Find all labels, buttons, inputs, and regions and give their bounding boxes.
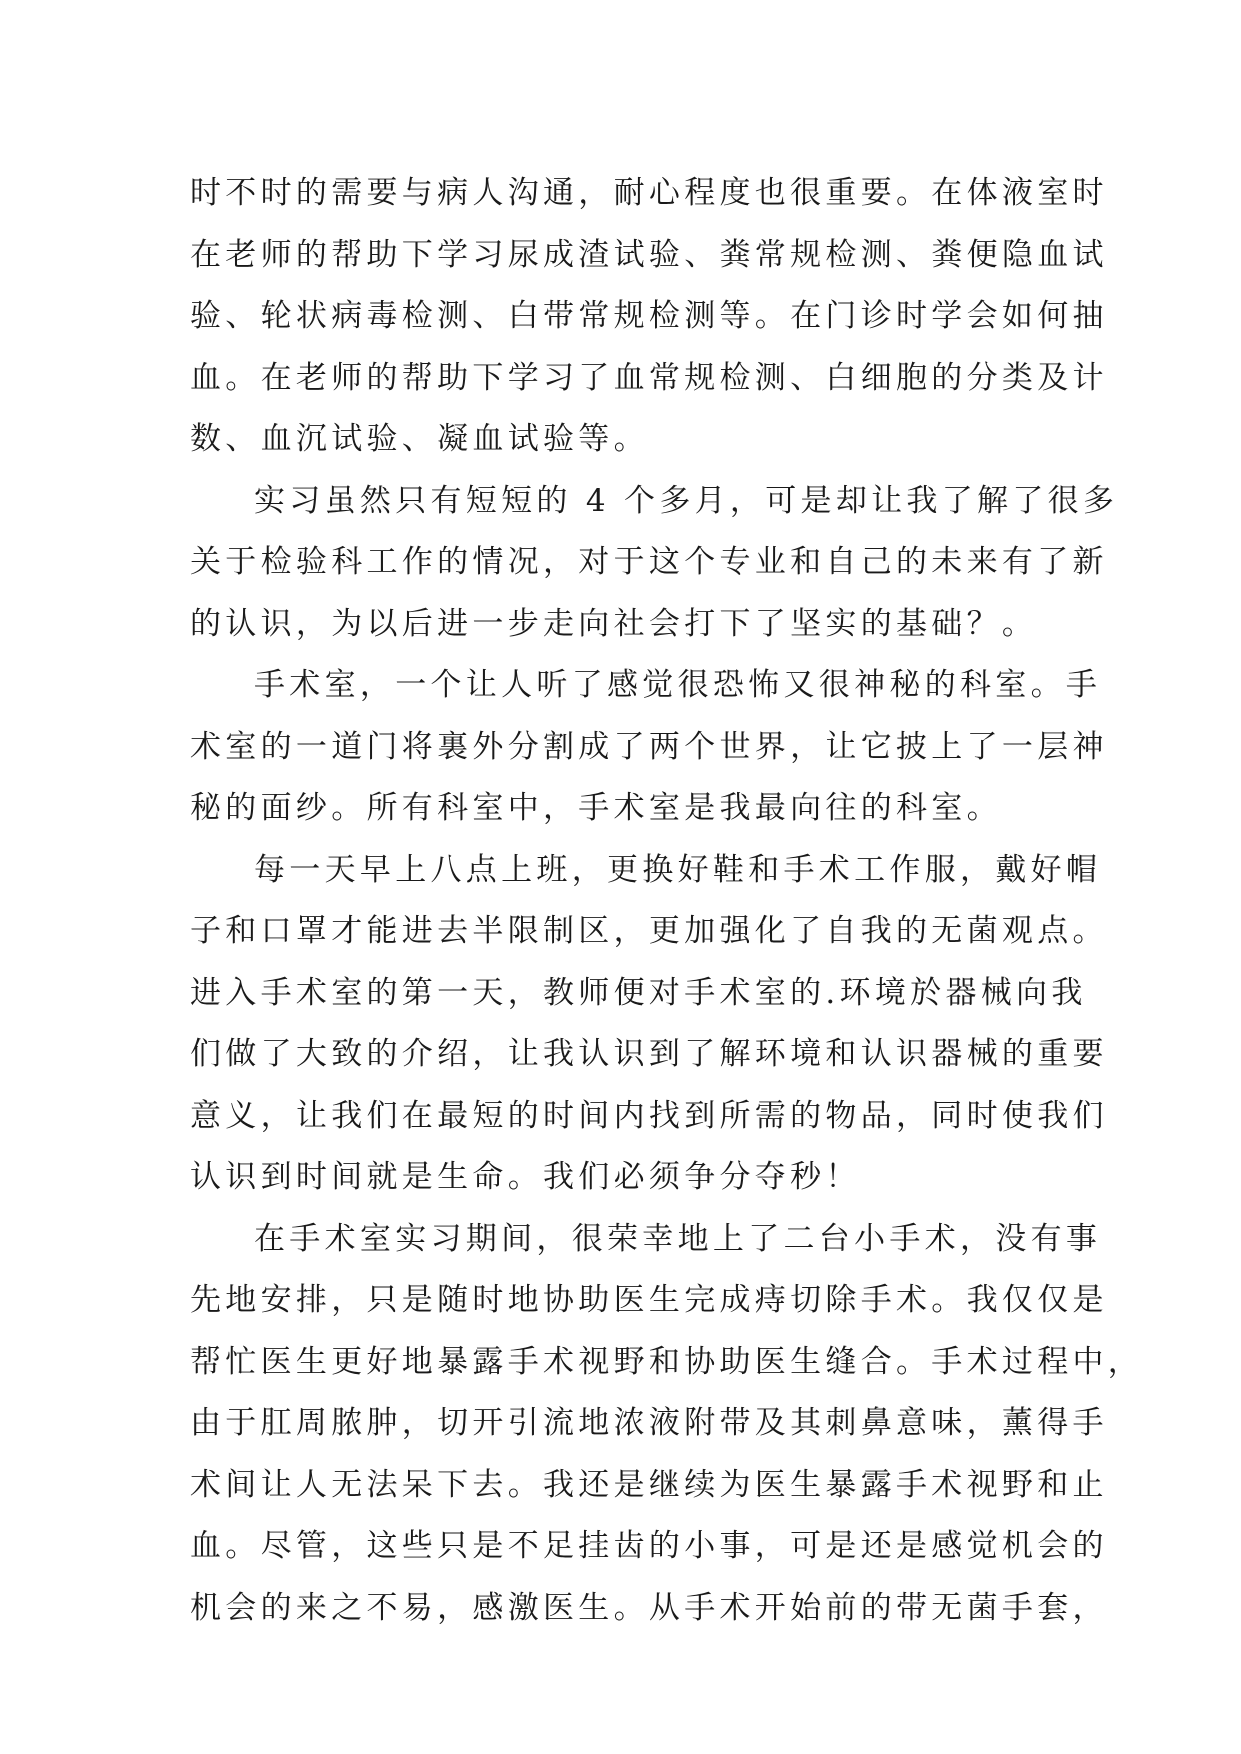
text-line: 子和口罩才能进去半限制区，更加强化了自我的无菌观点。 [190, 913, 1108, 949]
paragraph [190, 1209, 1144, 1640]
paragraph [190, 163, 1108, 471]
paragraph [190, 471, 1119, 656]
paragraph [190, 840, 1108, 1209]
text-line: 时不时的需要与病人沟通，耐心程度也很重要。在体液室时 [190, 175, 1108, 211]
text-line: 的认识，为以后进一步走向社会打下了坚实的基础？。 [190, 605, 1038, 642]
text-line: 在老师的帮助下学习尿成渣试验、粪常规检测、粪便隐血试 [190, 236, 1108, 273]
text-line: 血。尽管，这些只是不足挂齿的小事，可是还是感觉机会的 [190, 1528, 1108, 1564]
text-line: 由于肛周脓肿，切开引流地浓液附带及其刺鼻意味，薰得手 [190, 1405, 1108, 1441]
text-line: 认识到时间就是生命。我们必须争分夺秒！ [190, 1159, 861, 1195]
paragraph [190, 655, 1108, 840]
text-line: 帮忙医生更好地暴露手术视野和协助医生缝合。手术过程中， [190, 1343, 1144, 1380]
text-line: 机会的来之不易，感激医生。从手术开始前的带无菌手套， [190, 1589, 1108, 1626]
text-line: 术室的一道门将裏外分割成了两个世界，让它披上了一层神 [190, 728, 1108, 765]
text-line: 实习虽然只有短短的 4 个多月，可是却让我了解了很多 [254, 482, 1119, 519]
text-line: 意义，让我们在最短的时间内找到所需的物品，同时使我们 [190, 1097, 1108, 1134]
text-line: 进入手术室的第一天，教师便对手术室的.环境於器械向我 [190, 974, 1087, 1011]
text-line: 验、轮状病毒检测、白带常规检测等。在门诊时学会如何抽 [190, 298, 1108, 334]
text-line: 数、血沉试验、凝血试验等。 [190, 421, 649, 457]
text-line: 血。在老师的帮助下学习了血常规检测、白细胞的分类及计 [190, 359, 1108, 396]
body-text [190, 163, 1144, 1639]
text-line: 每一天早上八点上班，更换好鞋和手术工作服，戴好帽 [254, 851, 1102, 888]
text-line: 们做了大致的介绍，让我认识到了解环境和认识器械的重要 [190, 1036, 1108, 1072]
text-line: 手术室，一个让人听了感觉很恐怖又很神秘的科室。手 [254, 667, 1102, 703]
text-line: 先地安排，只是随时地协助医生完成痔切除手术。我仅仅是 [190, 1282, 1108, 1318]
text-line: 术间让人无法呆下去。我还是继续为医生暴露手术视野和止 [190, 1466, 1108, 1503]
text-line: 秘的面纱。所有科室中，手术室是我最向往的科室。 [190, 790, 1002, 826]
text-line: 关于检验科工作的情况，对于这个专业和自己的未来有了新 [190, 544, 1108, 580]
text-line: 在手术室实习期间，很荣幸地上了二台小手术，没有事 [254, 1220, 1102, 1257]
